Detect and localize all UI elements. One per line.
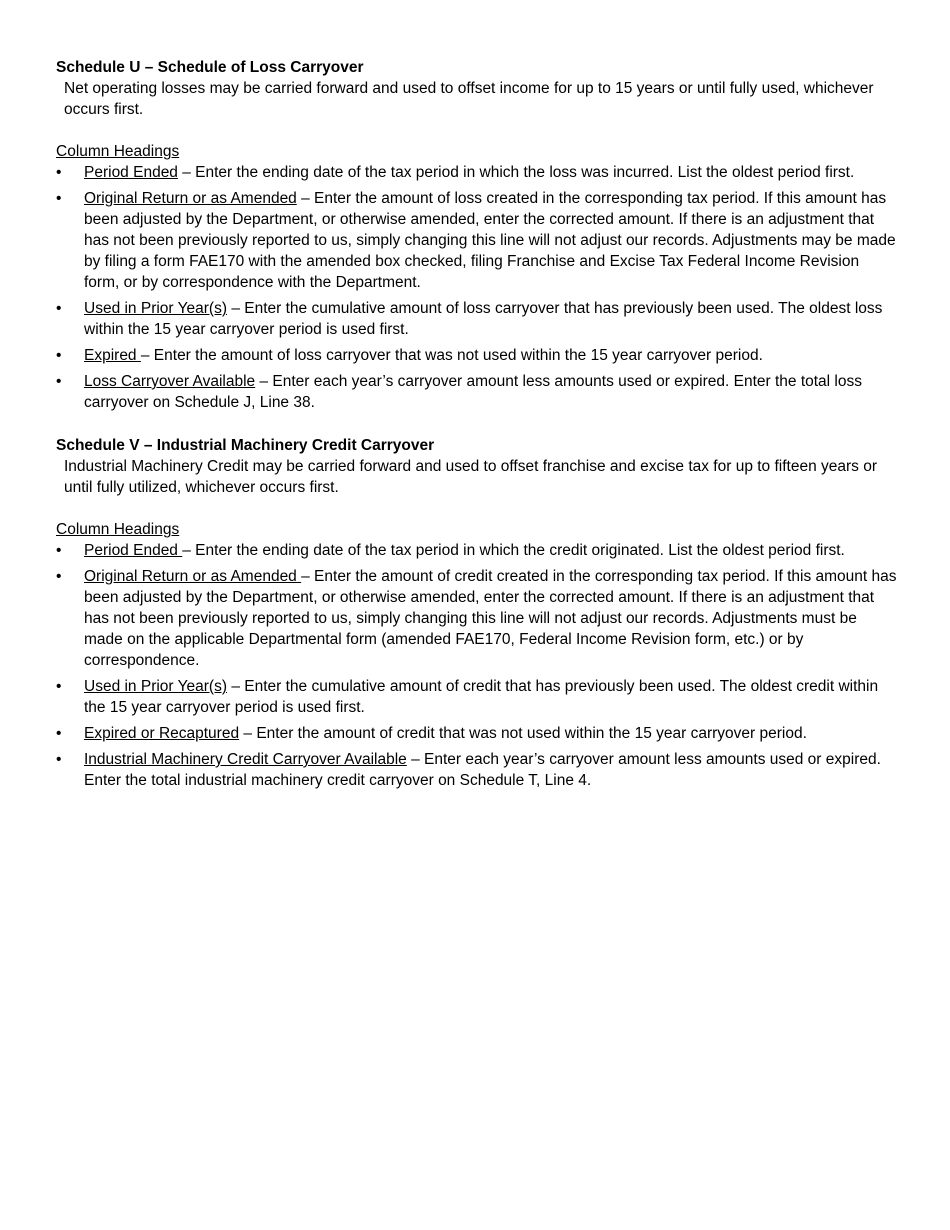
item-term: Expired or Recaptured — [84, 725, 240, 742]
bullet-icon: • — [56, 725, 62, 742]
section-title: Schedule U – Schedule of Loss Carryover — [56, 59, 364, 76]
bullet-icon: • — [56, 300, 62, 317]
list-item — [56, 676, 898, 718]
list-item — [56, 371, 898, 413]
schedule-v-section — [56, 435, 898, 791]
column-headings-label: Column Headings — [56, 521, 180, 538]
item-term: Original Return or as Amended — [84, 568, 302, 585]
item-term: Used in Prior Year(s) — [84, 300, 228, 317]
document-page — [56, 57, 898, 813]
item-term: Industrial Machinery Credit Carryover Available — [84, 751, 407, 768]
item-description: – Enter each year’s carryover amount less amounts used or expired. Enter the total loss carryover on Schedule J, Line 38. — [84, 373, 862, 411]
section-intro: Net operating losses may be carried forward and used to offset income for up to 15 years or until fully used, whichever occurs first. — [64, 80, 874, 118]
item-description: – Enter the ending date of the tax period in which the credit originated. List the oldest period first. — [182, 542, 845, 559]
column-headings-label: Column Headings — [56, 143, 180, 160]
list-item — [56, 298, 898, 340]
section-intro: Industrial Machinery Credit may be carried forward and used to offset franchise and excise tax for up to fifteen years or until fully utilized, whichever occurs first. — [64, 458, 878, 496]
bullet-icon: • — [56, 542, 62, 559]
section-title: Schedule V – Industrial Machinery Credit Carryover — [56, 437, 435, 454]
list-item — [56, 723, 898, 744]
bullet-icon: • — [56, 373, 62, 390]
item-term: Loss Carryover Available — [84, 373, 256, 390]
item-description: – Enter the amount of loss created in the corresponding tax period. If this amount has been adjusted by the Department, or otherwise amended, enter the corrected amount. If there is an adjustment that has not been previously reported to us, simply changing this line will not adjust our records. Adjustments may be made by filing a form FAE170 with the amended box checked, filing Franchise and Excise Tax Federal Income Revision form, or by correspondence with the Department. — [84, 190, 896, 291]
item-description: – Enter the ending date of the tax period in which the loss was incurred. List the oldest period first. — [177, 164, 855, 181]
bullet-icon: • — [56, 190, 62, 207]
item-term: Period Ended — [84, 542, 183, 559]
bullet-icon: • — [56, 751, 62, 768]
item-term: Original Return or as Amended — [84, 190, 297, 207]
item-term: Expired — [84, 347, 141, 364]
schedule-u-section — [56, 57, 898, 413]
item-description: – Enter the cumulative amount of loss carryover that has previously been used. The oldest loss within the 15 year carryover period is used first. — [84, 300, 883, 338]
item-term: Period Ended — [84, 164, 178, 181]
item-description: – Enter each year’s carryover amount less amounts used or expired. Enter the total industrial machinery credit carryover on Schedule T, Line 4. — [84, 751, 881, 789]
bullet-icon: • — [56, 568, 62, 585]
item-description: – Enter the amount of credit created in the corresponding tax period. If this amount has been adjusted by the Department, or otherwise amended, enter the corrected amount. If there is an adjustment that has not been previously reported to us, simply changing this line will not adjust our records. Adjustments must be made on the applicable Departmental form (amended FAE170, Federal Income Revision form, etc.) or by correspondence. — [84, 568, 897, 669]
bullet-icon: • — [56, 678, 62, 695]
item-description: – Enter the amount of loss carryover that was not used within the 15 year carryover period. — [140, 347, 763, 364]
item-term: Used in Prior Year(s) — [84, 678, 228, 695]
column-headings-list — [56, 162, 898, 413]
list-item — [56, 566, 898, 671]
list-item — [56, 162, 898, 183]
list-item — [56, 749, 898, 791]
item-description: – Enter the cumulative amount of credit that has previously been used. The oldest credit within the 15 year carryover period is used first. — [84, 678, 879, 716]
item-description: – Enter the amount of credit that was not used within the 15 year carryover period. — [239, 725, 807, 742]
bullet-icon: • — [56, 347, 62, 364]
list-item — [56, 540, 898, 561]
bullet-icon: • — [56, 164, 62, 181]
list-item — [56, 188, 898, 293]
column-headings-list — [56, 540, 898, 791]
list-item — [56, 345, 898, 366]
